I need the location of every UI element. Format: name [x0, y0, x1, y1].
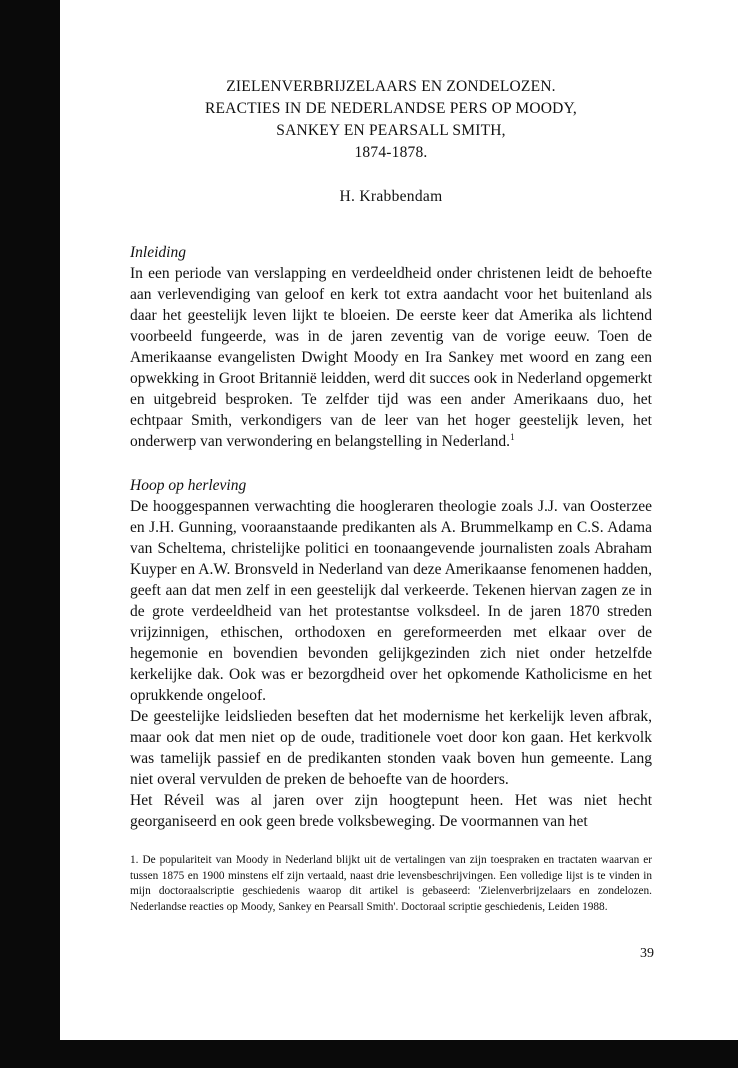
- title-line-1: ZIELENVERBRIJZELAARS EN ZONDELOZEN.: [226, 78, 556, 95]
- paragraph-inleiding: [130, 263, 652, 452]
- paragraph-hoop-1: De hooggespannen verwachting die hoogleraren theologie zoals J.J. van Oosterzee en J.H. Gunning, vooraanstaande predikanten als A. Brummelkamp en C.S. Adama van Scheltema, christelijke politici en toonaangevende journalisten zoals Abraham Kuyper en A.W. Bronsveld in Nederland van deze Amerikaanse fenomenen hadden, geeft aan dat men zelf in een geestelijk dal verkeerde. Tekenen hiervan zagen ze in de grote verdeeldheid van het protestantse volksdeel. In de jaren 1870 streden vrijzinnigen, ethischen, orthodoxen en gereformeerden met elkaar over de hegemonie en bovendien bevonden gelijkgezinden zich niet onder hetzelfde kerkelijke dak. Ook was er bezorgdheid over het opkomende Katholicisme en het oprukkende ongeloof.: [130, 498, 652, 704]
- scan-border-left: [0, 0, 60, 1068]
- title-line-4: 1874-1878.: [354, 144, 428, 161]
- title-line-2: REACTIES IN DE NEDERLANDSE PERS OP MOODY,: [204, 100, 578, 117]
- article-title: [130, 76, 652, 164]
- footnotes: [130, 853, 652, 915]
- scan-border-bottom: [0, 1040, 738, 1068]
- paragraph-hoop-3: Het Réveil was al jaren over zijn hoogtepunt heen. Het was niet hecht georganiseerd en ook geen brede volksbeweging. De voormannen van het: [130, 792, 652, 830]
- page-number: 39: [640, 946, 654, 961]
- paragraph-text: In een periode van verslapping en verdeeldheid onder christenen leidt de behoefte aan verlevendiging van geloof en kerk tot extra aandacht voor het buitenland als daar het geestelijk leven lijkt te bloeien. De eerste keer dat Amerika als lichtend voorbeeld fungeerde, was in de jaren zeventig van de vorige eeuw. Toen de Amerikaanse evangelisten Dwight Moody en Ira Sankey met woord en zang een opwekking in Groot Britannië leidden, werd dit succes ook in Nederland opgemerkt en uitgebreid besproken. Te zelfder tijd was een ander Amerikaans duo, het echtpaar Smith, verkondigers van de leer van het hoger geestelijk leven, het onderwerp van verwondering en belangstelling in Nederland.: [130, 265, 652, 450]
- footnote-ref-1[interactable]: 1: [510, 431, 515, 442]
- footnote-1: 1. De populariteit van Moody in Nederland blijkt uit de vertalingen van zijn toespraken en tractaten waarvan er tussen 1875 en 1900 minstens elf zijn vertaald, naast drie levensbeschrijvingen. Een volledige lijst is te vinden in mijn doctoraalscriptie geschiedenis waarop dit artikel is gebaseerd: 'Zielenverbrijzelaars en zondelozen. Nederlandse reacties op Moody, Sankey en Pearsall Smith'. Doctoraal scriptie geschiedenis, Leiden 1988.: [130, 854, 652, 913]
- paragraph-hoop-2: De geestelijke leidslieden beseften dat het modernisme het kerkelijk leven afbrak, maar ook dat men niet op de oude, traditionele voet door kon gaan. Het kerkvolk was tamelijk passief en de predikanten stonden vaak boven hun gemeente. Lang niet overal vervulden de preken de behoefte van de hoorders.: [130, 708, 652, 788]
- title-line-3: SANKEY EN PEARSALL SMITH,: [276, 122, 506, 139]
- page-body: [130, 76, 652, 832]
- author-name: H. Krabbendam: [339, 188, 443, 205]
- section-heading-hoop-op-herleving: Hoop op herleving: [130, 477, 247, 494]
- section-heading-inleiding: Inleiding: [130, 244, 186, 261]
